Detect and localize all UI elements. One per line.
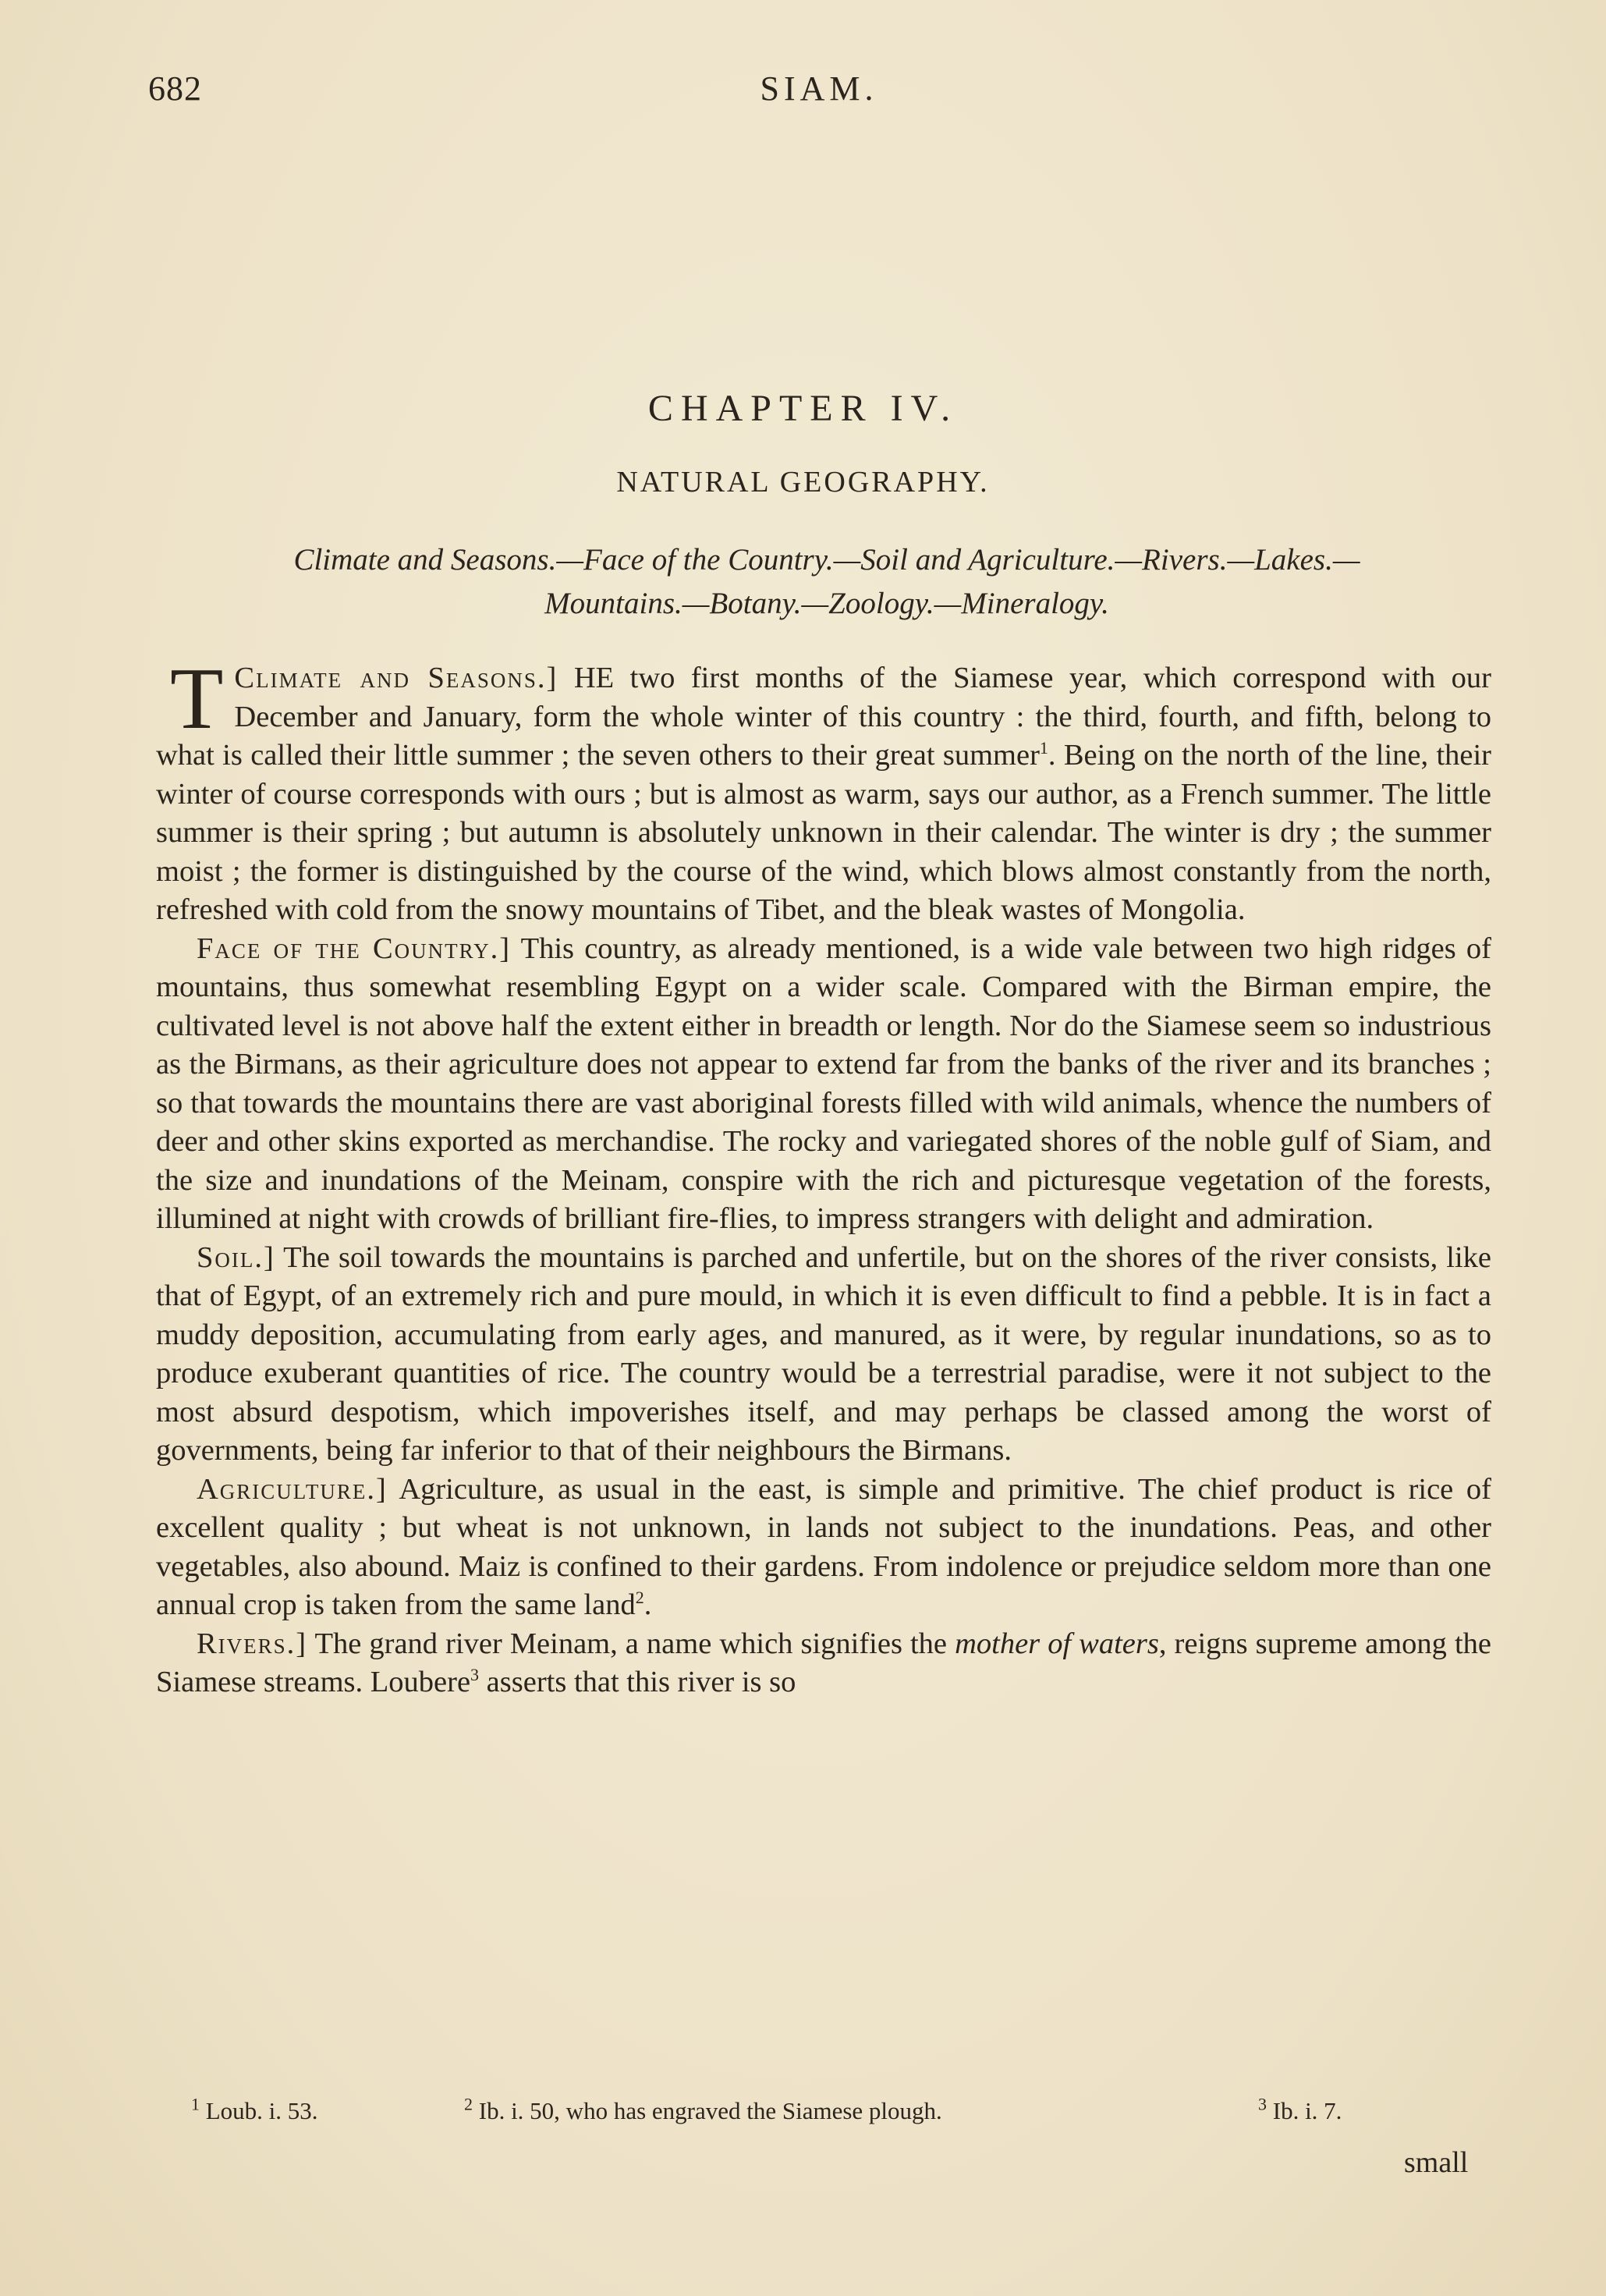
contents-line-2: Mountains.—Botany.—Zoology.—Mineralogy. — [544, 587, 1109, 620]
footnote-2-text: Ib. i. 50, who has engraved the Siamese plough. — [478, 2097, 942, 2124]
drop-cap: T — [170, 651, 224, 747]
side-heading-agriculture: Agriculture.] — [197, 1472, 388, 1506]
page-number: 682 — [148, 69, 202, 108]
body-text — [156, 651, 1492, 1702]
footnote-1-text: Loub. i. 53. — [205, 2097, 318, 2124]
paragraph-climate — [156, 651, 1491, 930]
soil-text: The soil towards the mountains is parched and unfertile, but on the shores of the river consists, like that of Egypt, of an extremely rich and pure mould, in which it is even difficult to find a pebble. It is in fact a muddy deposition, accumulating from early ages, and manured, as it were, by regular inundations, so as to produce exuberant quantities of rice. The country would be a terrestrial paradise, were it not subject to the most absurd despotism, which impoverishes itself, and may perhaps be classed among the worst of governments, being far inferior to that of their neighbours the Birmans. — [156, 1240, 1491, 1467]
rivers-italic: mother of waters — [955, 1627, 1159, 1660]
chapter-title: CHAPTER IV. — [647, 388, 959, 429]
footnote-1-mark: 1 — [191, 2094, 200, 2114]
footnote-3-text: Ib. i. 7. — [1272, 2097, 1342, 2124]
chapter-subtitle: NATURAL GEOGRAPHY. — [616, 466, 990, 499]
paragraph-face — [156, 930, 1491, 1239]
paragraph-agriculture — [156, 1471, 1491, 1625]
rivers-text-b: , reigns supreme among the Siamese streams. Loubere — [156, 1627, 1492, 1698]
footnotes — [191, 2094, 1408, 2136]
side-heading-climate: Climate and Seasons.] — [234, 662, 558, 694]
side-heading-face: Face of the Country.] — [197, 932, 512, 965]
catchword: small — [1404, 2146, 1469, 2179]
side-heading-soil: Soil.] — [197, 1240, 275, 1274]
side-heading-rivers: Rivers.] — [197, 1627, 308, 1660]
rivers-text-c: asserts that this river is so — [486, 1666, 796, 1698]
footnote-2-mark: 2 — [464, 2094, 473, 2114]
climate-text-b: . Being on the north of the line, their winter of course corresponds with ours ; but is almost as warm, says our author, as a French summer. The little summer is their spring ; but autumn is absolutely unknown in their calendar. The winter is dry ; the summer moist ; the former is distinguished by the course of the wind, which blows almost constantly from the north, refreshed with cold from the snowy mountains of Tibet, and the bleak wastes of Mongolia. — [156, 739, 1491, 926]
footnote-ref-3: 3 — [470, 1665, 480, 1685]
face-text: This country, as already mentioned, is a wide vale between two high ridges of mountains, thus somewhat resembling Egypt on a wider scale. Compared with the Birman empire, the cultivated level is not above half the extent either in breadth or length. Nor do the Siamese seem so industrious as the Birmans, as their agriculture does not appear to extend far from the banks of the river and its branches ; so that towards the mountains there are vast aboriginal forests filled with wild animals, whence the numbers of deer and other skins exported as merchandise. The rocky and variegated shores of the noble gulf of Siam, and the size and inundations of the Meinam, conspire with the rich and picturesque vegetation of the forests, illumined at night with crowds of brilliant fire-flies, to impress strangers with delight and admiration. — [156, 932, 1491, 1235]
footnote-3-mark: 3 — [1258, 2094, 1267, 2114]
running-title: SIAM. — [760, 69, 878, 108]
contents-line-1: Climate and Seasons.—Face of the Country.—Soil and Agriculture.—Rivers.—Lakes.— — [293, 543, 1360, 577]
rivers-text-a: The grand river Meinam, a name which signifies the — [314, 1627, 948, 1660]
footnote-ref-2: 2 — [635, 1588, 644, 1608]
agriculture-text-a: Agriculture, as usual in the east, is simple and primitive. The chief product is rice of excellent quality ; but wheat is not unknown, in lands not subject to the inundations. Peas, and other vegetables, also abound. Maiz is confined to their gardens. From indolence or prejudice seldom more than one annual crop is taken from the same land — [156, 1472, 1491, 1621]
chapter-contents — [156, 538, 1498, 626]
footnote-1 — [191, 2094, 318, 2125]
climate-text-a: HE two first months of the Siamese year, which correspond with our December and January, form the whole winter of this country : the third, fourth, and fifth, belong to what is called their little summer ; the seven others to their great summer — [156, 662, 1491, 772]
paragraph-rivers — [156, 1625, 1491, 1702]
footnote-ref-1: 1 — [1039, 738, 1048, 758]
paragraph-soil — [156, 1239, 1491, 1471]
running-head — [148, 69, 1490, 123]
footnote-2 — [464, 2094, 942, 2125]
agriculture-text-b: . — [643, 1588, 652, 1621]
footnote-3 — [1258, 2094, 1342, 2125]
